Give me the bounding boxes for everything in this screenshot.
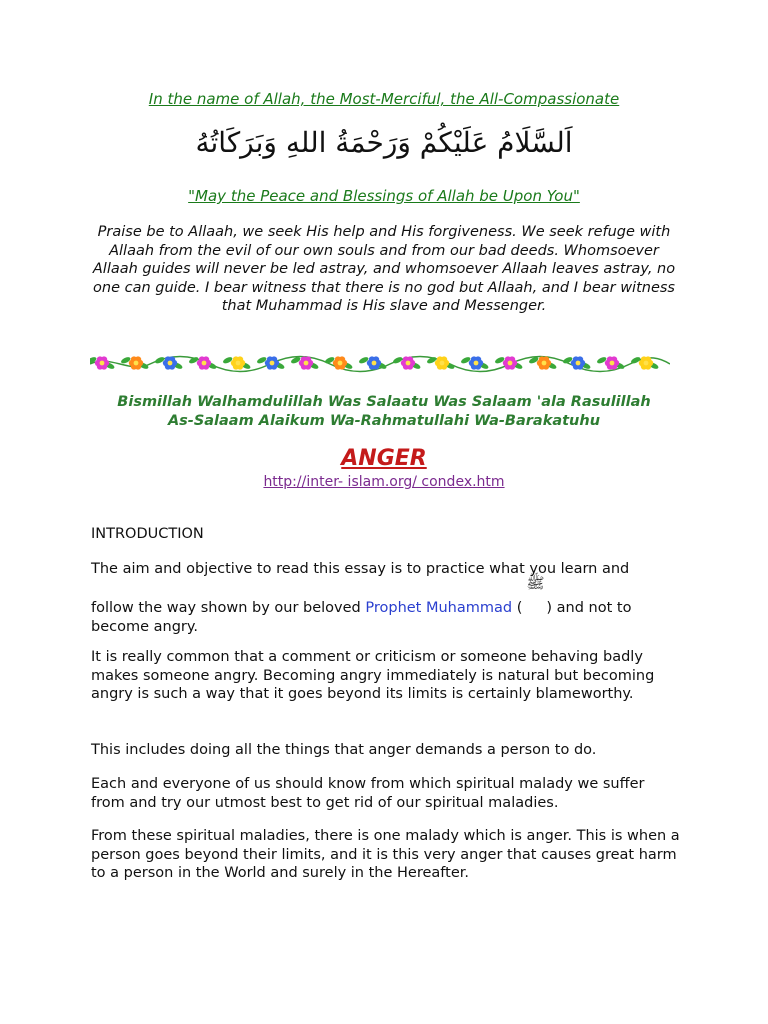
bismillah-block bbox=[0, 393, 768, 431]
section-heading: INTRODUCTION bbox=[91, 526, 204, 542]
paragraph-intro-rest bbox=[91, 574, 681, 636]
flower-center bbox=[236, 361, 241, 366]
pbuh-calligraphy-icon: ﷺ bbox=[526, 574, 545, 592]
praise-paragraph: Praise be to Allaah, we seek His help and His forgiveness. We seek refuge with Allaah from the evil of our own souls and from our bad deeds. Whomsoever Allaah guides will never be led astray, and whomsoever Allaah leaves astray, no one can guide. I bear witness that there is no god but Allaah, and I bear witness that Muhammad is His slave and Messenger. bbox=[92, 224, 676, 314]
open-paren: ( bbox=[512, 600, 523, 616]
paragraph-intro-line1: The aim and objective to read this essay is to practice what you learn and bbox=[91, 561, 630, 577]
article-title: ANGER bbox=[341, 446, 427, 471]
intro-text-end: ) and not to become angry. bbox=[91, 600, 632, 635]
flower-center bbox=[372, 361, 377, 366]
bismillah-line-2: As-Salaam Alaikum Wa-Rahmatullahi Wa-Barakatuhu bbox=[167, 413, 601, 429]
source-link[interactable]: http://inter- islam.org/ condex.htm bbox=[263, 474, 505, 490]
arabic-greeting: اَلسَّلَامُ عَلَيْكُمْ وَرَحْمَةُ اللهِ وَبَرَكَاتُهُ bbox=[195, 126, 573, 159]
intro-text-start: follow the way shown by our beloved bbox=[91, 600, 366, 616]
basmala-line: In the name of Allah, the Most-Merciful, the All-Compassionate bbox=[148, 90, 620, 108]
flower-center bbox=[134, 361, 139, 366]
flower-center bbox=[508, 361, 513, 366]
peace-blessings-line: "May the Peace and Blessings of Allah be Upon You" bbox=[188, 187, 580, 205]
flower-center bbox=[338, 361, 343, 366]
flower-center bbox=[644, 361, 649, 366]
flower-center bbox=[304, 361, 309, 366]
paragraph-3: This includes doing all the things that anger demands a person to do. bbox=[91, 742, 597, 758]
flower-center bbox=[100, 361, 105, 366]
flower-center bbox=[202, 361, 207, 366]
flower-center bbox=[270, 361, 275, 366]
pbuh-glyph-wrap bbox=[522, 574, 546, 612]
flower-center bbox=[440, 361, 445, 366]
paragraph-2: It is really common that a comment or criticism or someone behaving badly makes someone angry. Becoming angry immediately is natural but becoming angry is such a way that it goes beyond its limits is certainly blameworthy. bbox=[91, 649, 655, 702]
paragraph-5: From these spiritual maladies, there is one malady which is anger. This is when a person goes beyond their limits, and it is this very anger that causes great harm to a person in the World and surely in the Hereafter. bbox=[91, 828, 680, 881]
prophet-name: Prophet Muhammad bbox=[365, 600, 513, 616]
flower-center bbox=[610, 361, 615, 366]
flower-center bbox=[168, 361, 173, 366]
flower-center bbox=[542, 361, 547, 366]
flower-center bbox=[474, 361, 479, 366]
paragraph-4: Each and everyone of us should know from which spiritual malady we suffer from and try our utmost best to get rid of our spiritual maladies. bbox=[91, 776, 645, 811]
floral-border-icon bbox=[90, 350, 670, 376]
flower-center bbox=[576, 361, 581, 366]
bismillah-line-1: Bismillah Walhamdulillah Was Salaatu Was Salaam 'ala Rasulillah bbox=[117, 394, 651, 410]
flower-center bbox=[406, 361, 411, 366]
